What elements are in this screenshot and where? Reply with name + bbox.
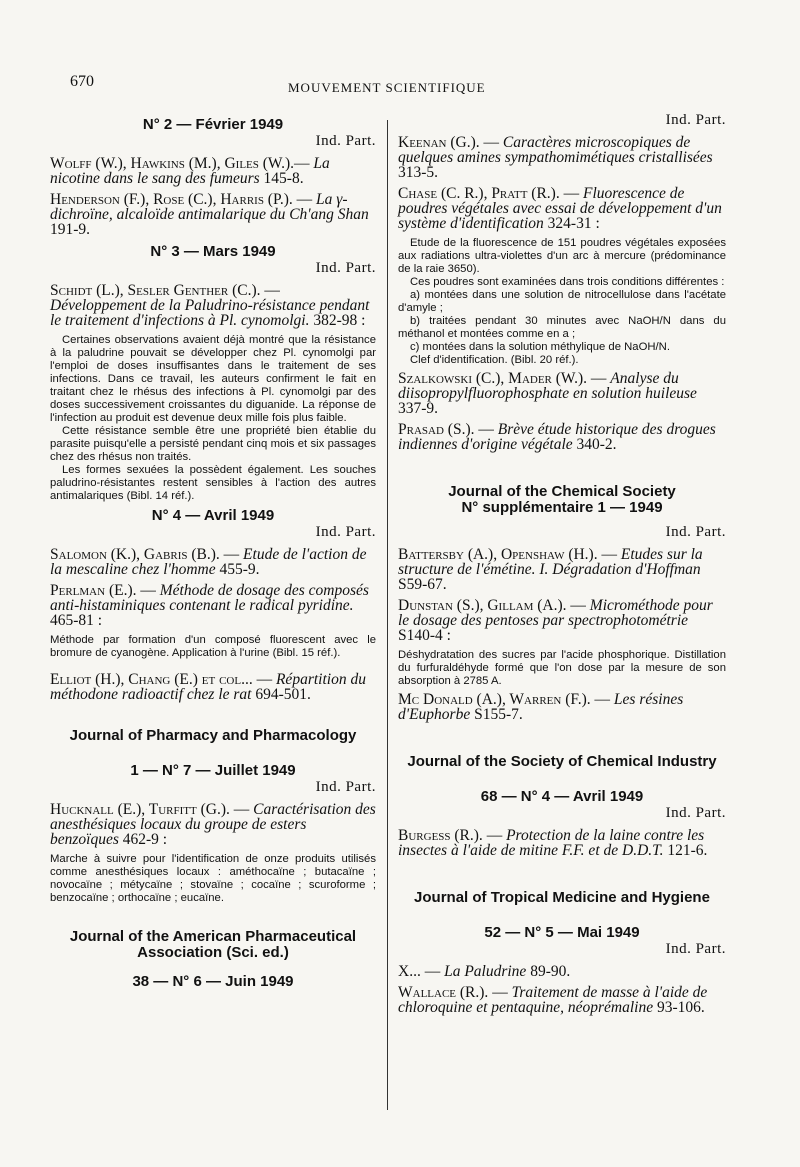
ind-part-label: Ind. Part.: [665, 524, 726, 540]
ind-part-label: Ind. Part.: [315, 133, 376, 149]
abstract-paragraph: Clef d'identification. (Bibl. 20 réf.).: [410, 354, 579, 366]
bibliography-entry: Henderson (F.), Rose (C.), Harris (P.). — La γ-dichroïne, alcaloïde antimalarique du Ch'ang Shan 191-9.: [50, 191, 369, 238]
entry-title: La Paludrine: [444, 963, 527, 980]
entry-pages: 324-31 :: [547, 215, 600, 232]
bibliography-entry: Battersby (A.), Openshaw (H.). — Etudes sur la structure de l'émétine. I. Dégradation d'Hoffman S59-67.: [398, 546, 703, 593]
entry-authors: Mc Donald (A.), Warren (F.).: [398, 691, 591, 708]
journal-title: Journal of the American Pharmaceutical Association (Sci. ed.): [69, 928, 357, 961]
entry-title: Protection de la laine contre les insectes à l'aide de mitine F.F. et de D.D.T.: [398, 827, 705, 859]
bibliography-entry: X... — La Paludrine 89-90.: [398, 963, 571, 980]
entry-authors: Schidt (L.), Sesler Genther (C.).: [50, 282, 261, 299]
entry-authors: Salomon (K.), Gabris (B.).: [50, 546, 220, 563]
abstract-paragraph: c) montées dans la solution méthylique de NaOH/N.: [410, 341, 670, 353]
entry-pages: 694-501.: [255, 686, 311, 703]
bibliography-entry: Keenan (G.). — Caractères microscopiques de quelques amines sympathomimétiques cristallisées 313-5.: [398, 134, 713, 181]
ind-part-label: Ind. Part.: [665, 805, 726, 821]
bibliography-entry: Mc Donald (A.), Warren (F.). — Les résines d'Euphorbe S155-7.: [398, 691, 684, 723]
entry-pages: S155-7.: [474, 706, 523, 723]
abstract-paragraph: Méthode par formation d'un composé fluorescent avec le bromure de cyanogène. Application à l'urine (Bibl. 15 réf.).: [50, 634, 376, 659]
entry-authors: Chase (C. R.), Pratt (R.).: [398, 185, 560, 202]
entry-authors: Hucknall (E.), Turfitt (G.).: [50, 801, 230, 818]
entry-pages: S59-67.: [398, 576, 447, 593]
journal-title: Journal of Pharmacy and Pharmacology: [69, 727, 357, 744]
issue-heading: N° supplémentaire 1 — 1949: [461, 499, 663, 516]
entry-title: La γ-dichroïne, alcaloïde antimalarique du Ch'ang Shan: [50, 191, 369, 223]
entry-authors: Burgess (R.).: [398, 827, 483, 844]
entry-title: Caractères microscopiques de quelques amines sympathomimétiques cristallisées: [398, 134, 713, 166]
ind-part-label: Ind. Part.: [315, 524, 376, 540]
entry-authors: X...: [398, 963, 421, 980]
running-title: MOUVEMENT SCIENTIFIQUE: [288, 80, 486, 95]
entry-authors: Battersby (A.), Openshaw (H.).: [398, 546, 598, 563]
issue-heading: 38 — N° 6 — Juin 1949: [132, 973, 294, 990]
issue-heading: N° 3 — Mars 1949: [150, 243, 276, 260]
entry-pages: 313-5.: [398, 164, 439, 181]
entry-authors: Dunstan (S.), Gillam (A.).: [398, 597, 567, 614]
abstract-paragraph: Etude de la fluorescence de 151 poudres végétales exposées aux radiations ultra-violettes d'un arc à mercure (prédominance de la raie 3650).: [398, 237, 726, 275]
right-column: [398, 112, 726, 1021]
bibliography-entry: Chase (C. R.), Pratt (R.). — Fluorescence de poudres végétales avec essai de développement d'un système d'identification 324-31 :: [398, 185, 722, 232]
entry-title: La nicotine dans le sang des fumeurs: [50, 155, 330, 187]
entry-title: Traitement de masse à l'aide de chloroquine et pentaquine, néoprémaline: [398, 984, 708, 1016]
entry-title: Analyse du diisopropylfluorophosphate en solution huileuse: [398, 370, 697, 402]
ind-part-label: Ind. Part.: [665, 112, 726, 128]
entry-title: Brève étude historique des drogues indiennes d'origine végétale: [398, 421, 716, 453]
bibliography-entry: Wolff (W.), Hawkins (M.), Giles (W.).— La nicotine dans le sang des fumeurs 145-8.: [50, 155, 330, 187]
issue-heading: N° 4 — Avril 1949: [151, 507, 275, 524]
entry-title: Méthode de dosage des composés anti-histaminiques contenant le radical pyridine.: [50, 582, 369, 614]
left-column: [50, 112, 376, 990]
issue-heading: 1 — N° 7 — Juillet 1949: [130, 762, 296, 779]
bibliography-entry: Burgess (R.). — Protection de la laine contre les insectes à l'aide de mitine F.F. et de D.D.T. 121-6.: [398, 827, 708, 859]
abstract-paragraph: Déshydratation des sucres par l'acide phosphorique. Distillation du furfuraldéhyde formé que l'on dose par la mesure de son absorption à 2785 A.: [398, 649, 726, 687]
entry-title: Microméthode pour le dosage des pentoses par spectrophotométrie: [398, 597, 713, 629]
entry-pages: 121-6.: [667, 842, 708, 859]
entry-pages: 382-98 :: [313, 312, 366, 329]
issue-heading: 52 — N° 5 — Mai 1949: [484, 924, 640, 941]
issue-heading: N° 2 — Février 1949: [142, 116, 284, 133]
bibliography-entry: Dunstan (S.), Gillam (A.). — Microméthode pour le dosage des pentoses par spectrophotométrie S140-4 :: [398, 597, 713, 644]
entry-abstract: [398, 237, 726, 367]
abstract-paragraph: a) montées dans une solution de nitrocellulose dans l'acétate d'amyle ;: [398, 289, 726, 314]
entry-title: Caractérisation des anesthésiques locaux du groupe de esters benzoïques: [50, 801, 376, 848]
abstract-paragraph: Les formes sexuées la possèdent également. Les souches paludrino-résistantes restent sensibles à l'action des autres antimalariques (Bibl. 14 réf.).: [50, 464, 376, 502]
entry-title: Les résines d'Euphorbe: [398, 691, 684, 723]
entry-abstract: [50, 634, 376, 660]
entry-abstract: [50, 334, 376, 503]
entry-abstract: [398, 649, 726, 688]
entry-pages: 455-9.: [219, 561, 260, 578]
bibliography-entry: Elliot (H.), Chang (E.) et col... — Répartition du méthodone radioactif chez le rat 694-501.: [50, 671, 366, 703]
entry-authors: Keenan (G.).: [398, 134, 480, 151]
page-number: 670: [70, 73, 94, 90]
journal-title: Journal of the Society of Chemical Industry: [407, 753, 717, 770]
entry-pages: S140-4 :: [398, 627, 451, 644]
entry-title: Développement de la Paludrino-résistance pendant le traitement d'infections à Pl. cynomolgi.: [50, 297, 370, 329]
entry-authors: Henderson (F.), Rose (C.), Harris (P.).: [50, 191, 293, 208]
entry-pages: 191-9.: [50, 221, 91, 238]
abstract-paragraph: Cette résistance semble être une propriété bien établie du parasite puisqu'elle a persisté pendant cinq mois et six passages chez des rhésus non traités.: [50, 425, 376, 463]
entry-pages: 340-2.: [576, 436, 617, 453]
abstract-paragraph: Certaines observations avaient déjà montré que la résistance à la paludrine pouvait se développer chez Pl. cynomolgi par l'emploi de doses insuffisantes dans le traitement de ses infections. Dans ce travail, les auteurs confirment le fait en traitant chez le rhésus des infections à Pl. cynomolgi par des doses successivement croissantes du diguanide. La réponse de l'infection au produit est devenue deux mille fois plus faible.: [50, 334, 376, 424]
entry-title: Etudes sur la structure de l'émétine. I. Dégradation d'Hoffman: [398, 546, 703, 578]
bibliography-entry: Wallace (R.). — Traitement de masse à l'aide de chloroquine et pentaquine, néoprémaline 93-106.: [398, 984, 708, 1016]
entry-title: Répartition du méthodone radioactif chez le rat: [50, 671, 366, 703]
journal-title: Journal of the Chemical Society: [448, 483, 676, 500]
entry-title: Etude de l'action de la mescaline chez l'homme: [50, 546, 367, 578]
bibliography-entry: Szalkowski (C.), Mader (W.). — Analyse du diisopropylfluorophosphate en solution huileuse 337-9.: [398, 370, 697, 417]
abstract-paragraph: Marche à suivre pour l'identification de onze produits utilisés comme anesthésiques locaux : améthocaïne ; butacaïne ; novocaïne ; métycaïne ; stovaïne ; cocaïne ; scuroforme ; benzocaïne ; orthocaïne ; eucaïne.: [50, 853, 376, 904]
entry-abstract: [50, 853, 376, 905]
entry-authors: Prasad (S.).: [398, 421, 475, 438]
entry-pages: 337-9.: [398, 400, 439, 417]
entry-authors: Wallace (R.).: [398, 984, 489, 1001]
issue-heading: 68 — N° 4 — Avril 1949: [480, 788, 644, 805]
entry-authors: Perlman (E.).: [50, 582, 137, 599]
entry-title: Fluorescence de poudres végétales avec essai de développement d'un système d'identification: [398, 185, 722, 232]
abstract-paragraph: Ces poudres sont examinées dans trois conditions différentes :: [410, 276, 725, 288]
entry-pages: 89-90.: [530, 963, 571, 980]
column-divider: [387, 120, 388, 1110]
bibliography-entry: Prasad (S.). — Brève étude historique des drogues indiennes d'origine végétale 340-2.: [398, 421, 716, 453]
bibliography-entry: Salomon (K.), Gabris (B.). — Etude de l'action de la mescaline chez l'homme 455-9.: [50, 546, 367, 578]
entry-pages: 145-8.: [263, 170, 304, 187]
entry-pages: 462-9 :: [122, 831, 168, 848]
entry-pages: 465-81 :: [50, 612, 103, 629]
ind-part-label: Ind. Part.: [315, 260, 376, 276]
journal-title: Journal of Tropical Medicine and Hygiene: [414, 889, 710, 906]
entry-authors: Szalkowski (C.), Mader (W.).: [398, 370, 588, 387]
bibliography-entry: Perlman (E.). — Méthode de dosage des composés anti-histaminiques contenant le radical pyridine. 465-81 :: [50, 582, 369, 629]
ind-part-label: Ind. Part.: [665, 941, 726, 957]
bibliography-entry: Schidt (L.), Sesler Genther (C.). — Développement de la Paludrino-résistance pendant le traitement d'infections à Pl. cynomolgi. 382-98 :: [50, 282, 370, 329]
ind-part-label: Ind. Part.: [315, 779, 376, 795]
entry-authors: Elliot (H.), Chang (E.) et col...: [50, 671, 253, 688]
entry-authors: Wolff (W.), Hawkins (M.), Giles (W.).: [50, 155, 295, 172]
entry-pages: 93-106.: [657, 999, 705, 1016]
abstract-paragraph: b) traitées pendant 30 minutes avec NaOH/N dans du méthanol et montées comme en a ;: [398, 315, 726, 340]
bibliography-entry: Hucknall (E.), Turfitt (G.). — Caractérisation des anesthésiques locaux du groupe de esters benzoïques 462-9 :: [50, 801, 376, 848]
